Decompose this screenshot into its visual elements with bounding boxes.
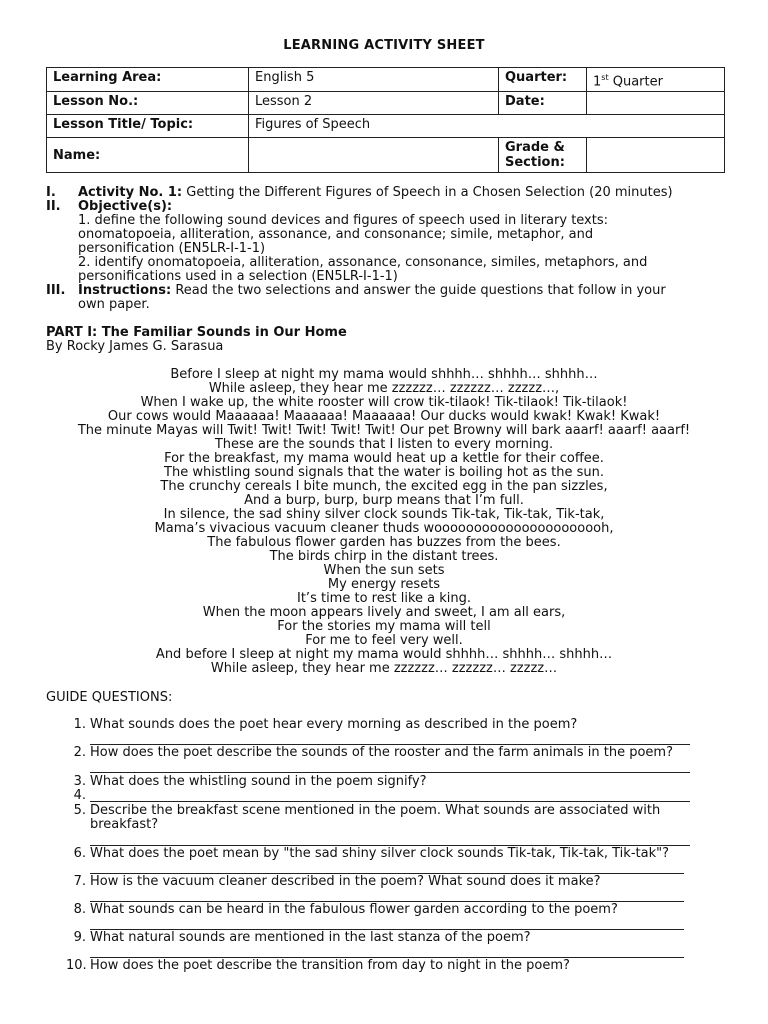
poem-line: For me to feel very well. <box>305 633 463 648</box>
guide-questions-title: GUIDE QUESTIONS: <box>46 690 173 705</box>
poem-line: Our cows would Maaaaaa! Maaaaaa! Maaaaaa! Our ducks would kwak! Kwak! Kwak! <box>107 409 661 424</box>
question-1 <box>66 718 726 732</box>
objective-2-line-b: personifications used in a selection (EN5LR-I-1-1) <box>78 269 398 284</box>
grade-label: Grade & <box>505 140 565 156</box>
poem-line: It’s time to rest like a king. <box>297 591 471 606</box>
poem-line: My energy resets <box>327 577 441 592</box>
objectives-number: II. <box>46 199 61 214</box>
question-number: 8. <box>73 902 86 917</box>
question-8 <box>66 903 726 917</box>
poem-line: For the breakfast, my mama would heat up a kettle for their coffee. <box>164 451 604 466</box>
question-number: 9. <box>73 930 86 945</box>
part-heading <box>46 326 726 354</box>
quarter-value <box>587 68 725 92</box>
objective-1-line-a: 1. define the following sound devices and figures of speech used in literary texts: <box>78 213 609 228</box>
poem-line: The minute Mayas will Twit! Twit! Twit! Twit! Twit! Our pet Browny will bark aaarf! aaarf! aaarf! <box>77 423 691 438</box>
activity-section <box>46 186 726 200</box>
question-number: 4. <box>73 788 86 803</box>
instructions-section <box>46 284 726 312</box>
question-10 <box>66 959 726 973</box>
question-number: 10. <box>66 958 87 973</box>
date-label: Date: <box>499 92 587 115</box>
question-number: 1. <box>73 717 86 732</box>
date-field[interactable] <box>587 92 725 115</box>
question-number: 2. <box>73 745 86 760</box>
poem-line: The crunchy cereals I bite munch, the excited egg in the pan sizzles, <box>160 479 608 494</box>
question-5 <box>66 804 726 832</box>
poem-line: When the sun sets <box>323 563 445 578</box>
instructions-label: Instructions: <box>78 283 172 298</box>
question-text: Describe the breakfast scene mentioned in the poem. What sounds are associated with <box>90 803 661 818</box>
objective-1-line-b: onomatopoeia, alliteration, assonance, and consonance; simile, metaphor, and <box>78 227 594 242</box>
objective-1-line-c: personification (EN5LR-I-1-1) <box>78 241 266 256</box>
question-text: How does the poet describe the sounds of the rooster and the farm animals in the poem? <box>90 745 673 760</box>
info-row-lesson-title <box>47 115 725 138</box>
poem <box>0 368 768 676</box>
activity-text: Getting the Different Figures of Speech in a Chosen Selection (20 minutes) <box>182 185 673 200</box>
question-text: What does the poet mean by "the sad shiny silver clock sounds Tik-tak, Tik-tak, Tik-tak"? <box>90 846 669 861</box>
poem-line: Before I sleep at night my mama would shhhh… shhhh… shhhh… <box>170 367 598 382</box>
activity-number: I. <box>46 185 56 200</box>
info-row-lesson-no <box>47 92 725 115</box>
info-row-learning-area <box>47 68 725 92</box>
question-text: What natural sounds are mentioned in the last stanza of the poem? <box>90 930 531 945</box>
name-field[interactable] <box>249 138 499 173</box>
question-text-cont: breakfast? <box>90 817 159 832</box>
lesson-no-value: Lesson 2 <box>249 92 499 115</box>
question-number: 7. <box>73 874 86 889</box>
activity-label: Activity No. 1: <box>78 185 183 200</box>
sheet-title: LEARNING ACTIVITY SHEET <box>283 38 485 53</box>
question-text: How is the vacuum cleaner described in the poem? What sound does it make? <box>90 874 601 889</box>
question-2 <box>66 746 726 760</box>
question-9 <box>66 931 726 945</box>
question-7 <box>66 875 726 889</box>
quarter-number: 1 <box>593 74 602 90</box>
info-row-name <box>47 138 725 173</box>
objectives-label: Objective(s): <box>78 199 173 214</box>
instructions-text: Read the two selections and answer the guide questions that follow in your <box>171 283 666 298</box>
poem-line: The birds chirp in the distant trees. <box>269 549 499 564</box>
learning-area-label: Learning Area: <box>47 68 249 92</box>
answer-line[interactable] <box>90 772 690 773</box>
poem-line: When the moon appears lively and sweet, I am all ears, <box>202 605 566 620</box>
part-title: PART I: The Familiar Sounds in Our Home <box>46 325 347 340</box>
poem-line: When I wake up, the white rooster will crow tik-tilaok! Tik-tilaok! Tik-tilaok! <box>140 395 628 410</box>
poem-line: While asleep, they hear me zzzzzz… zzzzzz… zzzzz…, <box>208 381 560 396</box>
question-text: How does the poet describe the transition from day to night in the poem? <box>90 958 570 973</box>
poem-author: By Rocky James G. Sarasua <box>46 339 224 354</box>
lesson-title-value: Figures of Speech <box>249 115 725 138</box>
question-3 <box>66 775 726 789</box>
grade-section-field[interactable] <box>587 138 725 173</box>
question-number: 5. <box>73 803 86 818</box>
grade-section-label <box>499 138 587 173</box>
poem-line: In silence, the sad shiny silver clock sounds Tik-tak, Tik-tak, Tik-tak, <box>163 507 605 522</box>
question-text: What sounds does the poet hear every morning as described in the poem? <box>90 717 578 732</box>
info-table <box>46 67 725 173</box>
poem-line: The fabulous flower garden has buzzes from the bees. <box>207 535 561 550</box>
question-number: 6. <box>73 846 86 861</box>
instructions-text-cont: own paper. <box>78 297 150 312</box>
poem-line: These are the sounds that I listen to every morning. <box>214 437 554 452</box>
quarter-word: Quarter <box>608 74 663 90</box>
answer-line[interactable] <box>90 801 690 802</box>
name-label: Name: <box>47 138 249 173</box>
poem-line: For the stories my mama will tell <box>277 619 491 634</box>
lesson-title-label: Lesson Title/ Topic: <box>47 115 249 138</box>
section-label: Section: <box>505 155 565 171</box>
poem-line: The whistling sound signals that the water is boiling hot as the sun. <box>164 465 604 480</box>
poem-line: While asleep, they hear me zzzzzz… zzzzzz… zzzzz… <box>210 661 558 676</box>
poem-line: Mama’s vivacious vacuum cleaner thuds woooooooooooooooooooooh, <box>154 521 614 536</box>
lesson-no-label: Lesson No.: <box>47 92 249 115</box>
learning-area-value: English 5 <box>249 68 499 92</box>
quarter-label: Quarter: <box>499 68 587 92</box>
question-text: What sounds can be heard in the fabulous flower garden according to the poem? <box>90 902 618 917</box>
quarter-ordinal: st <box>601 73 609 82</box>
objectives-section <box>46 200 726 284</box>
question-6 <box>66 847 726 861</box>
question-number: 3. <box>73 774 86 789</box>
objective-2-line-a: 2. identify onomatopoeia, alliteration, assonance, consonance, similes, metaphors, and <box>78 255 648 270</box>
poem-line: And before I sleep at night my mama would shhhh… shhhh… shhhh… <box>155 647 613 662</box>
instructions-number: III. <box>46 283 66 298</box>
question-text: What does the whistling sound in the poem signify? <box>90 774 427 789</box>
poem-line: And a burp, burp, burp means that I’m full. <box>244 493 524 508</box>
